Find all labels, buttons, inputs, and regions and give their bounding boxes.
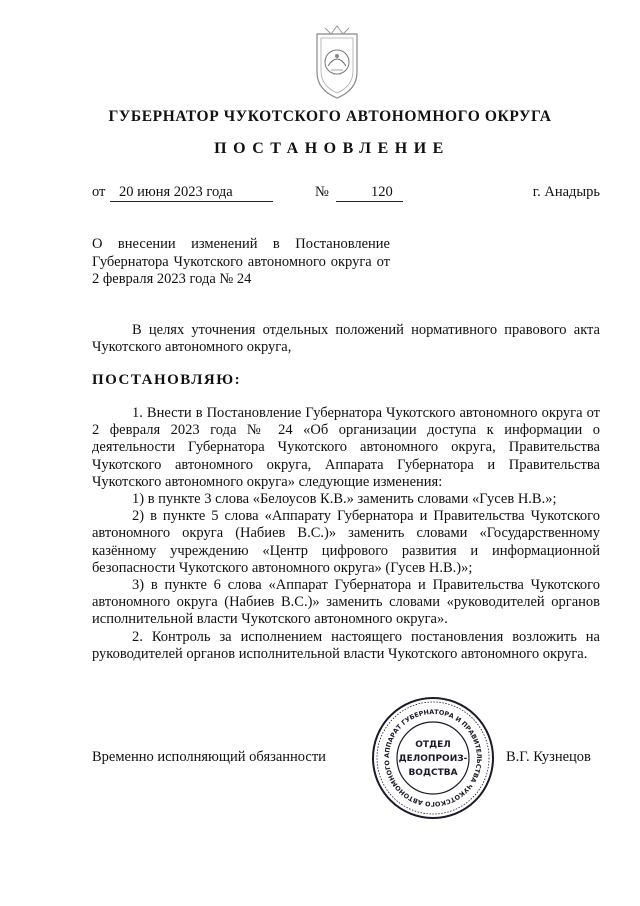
stamp-line-1: ОТДЕЛ (415, 740, 451, 750)
coat-of-arms-icon (303, 24, 371, 104)
document-subject: О внесении изменений в Постановление Губернатора Чукотского автономного округа от 2 февраля 2023 года № 24 (92, 236, 390, 287)
date-from-label: от (92, 184, 106, 200)
date-underline (110, 201, 273, 202)
svg-text:АППАРАТ ГУБЕРНАТОРА И ПРАВИТЕЛ (370, 695, 483, 808)
document-place: г. Анадырь (532, 184, 600, 200)
item-1: 1. Внести в Постановление Губернатора Чукотского автономного округа от 2 февраля 2023 года № 24 «Об организации доступа к информации о деятельности Губернатора Чукотского автономного округа, Правительства Чукотского автономного округа, Аппарата Губернатора и Правительства Чукотского автономного округа» следующие изменения: (92, 405, 600, 490)
number-underline (336, 201, 403, 202)
item-2: 2. Контроль за исполнением настоящего постановления возложить на руководителей органов исполнительной власти Чукотского автономного округа. (92, 628, 600, 662)
sub-item-1: 1) в пункте 3 слова «Белоусов К.В.» заменить словами «Гусев Н.В.»; (132, 491, 557, 508)
sub-item-3: 3) в пункте 6 слова «Аппарат Губернатора и Правительства Чукотского автономного округа (Набиев В.С.)» заменить словами «руководителей органов исполнительной власти Чукотского автономного округа». (92, 577, 600, 628)
resolve-heading: ПОСТАНОВЛЯЮ: (92, 372, 242, 388)
office-stamp (370, 695, 496, 821)
intro-paragraph: В целях уточнения отдельных положений нормативного правового акта Чукотского автономного округа, (92, 322, 600, 356)
stamp-line-2: ДЕЛОПРОИЗ- (398, 754, 468, 764)
document-date: 20 июня 2023 года (119, 184, 233, 200)
document-type: ПОСТАНОВЛЕНИЕ (214, 140, 450, 157)
number-label: № (315, 184, 329, 200)
stamp-line-3: ВОДСТВА (408, 768, 458, 778)
signer-name: В.Г. Кузнецов (506, 749, 591, 765)
authority-title: ГУБЕРНАТОР ЧУКОТСКОГО АВТОНОМНОГО ОКРУГА (108, 108, 552, 125)
document-number: 120 (371, 184, 393, 200)
stamp-ring-text: АППАРАТ ГУБЕРНАТОРА И ПРАВИТЕЛЬСТВА ЧУКОТСКОГО АВТОНОМНОГО (382, 707, 484, 809)
sub-item-2: 2) в пункте 5 слова «Аппарату Губернатора и Правительства Чукотского автономного округа (Набиев В.С.)» заменить словами «Государственному казённому учреждению «Центр цифрового развития и информационной безопасности Чукотского автономного округа» (Гусев Н.В.)»; (92, 508, 600, 576)
document-body (92, 405, 600, 663)
dateline (92, 184, 600, 206)
signer-position: Временно исполняющий обязанности (92, 749, 326, 765)
